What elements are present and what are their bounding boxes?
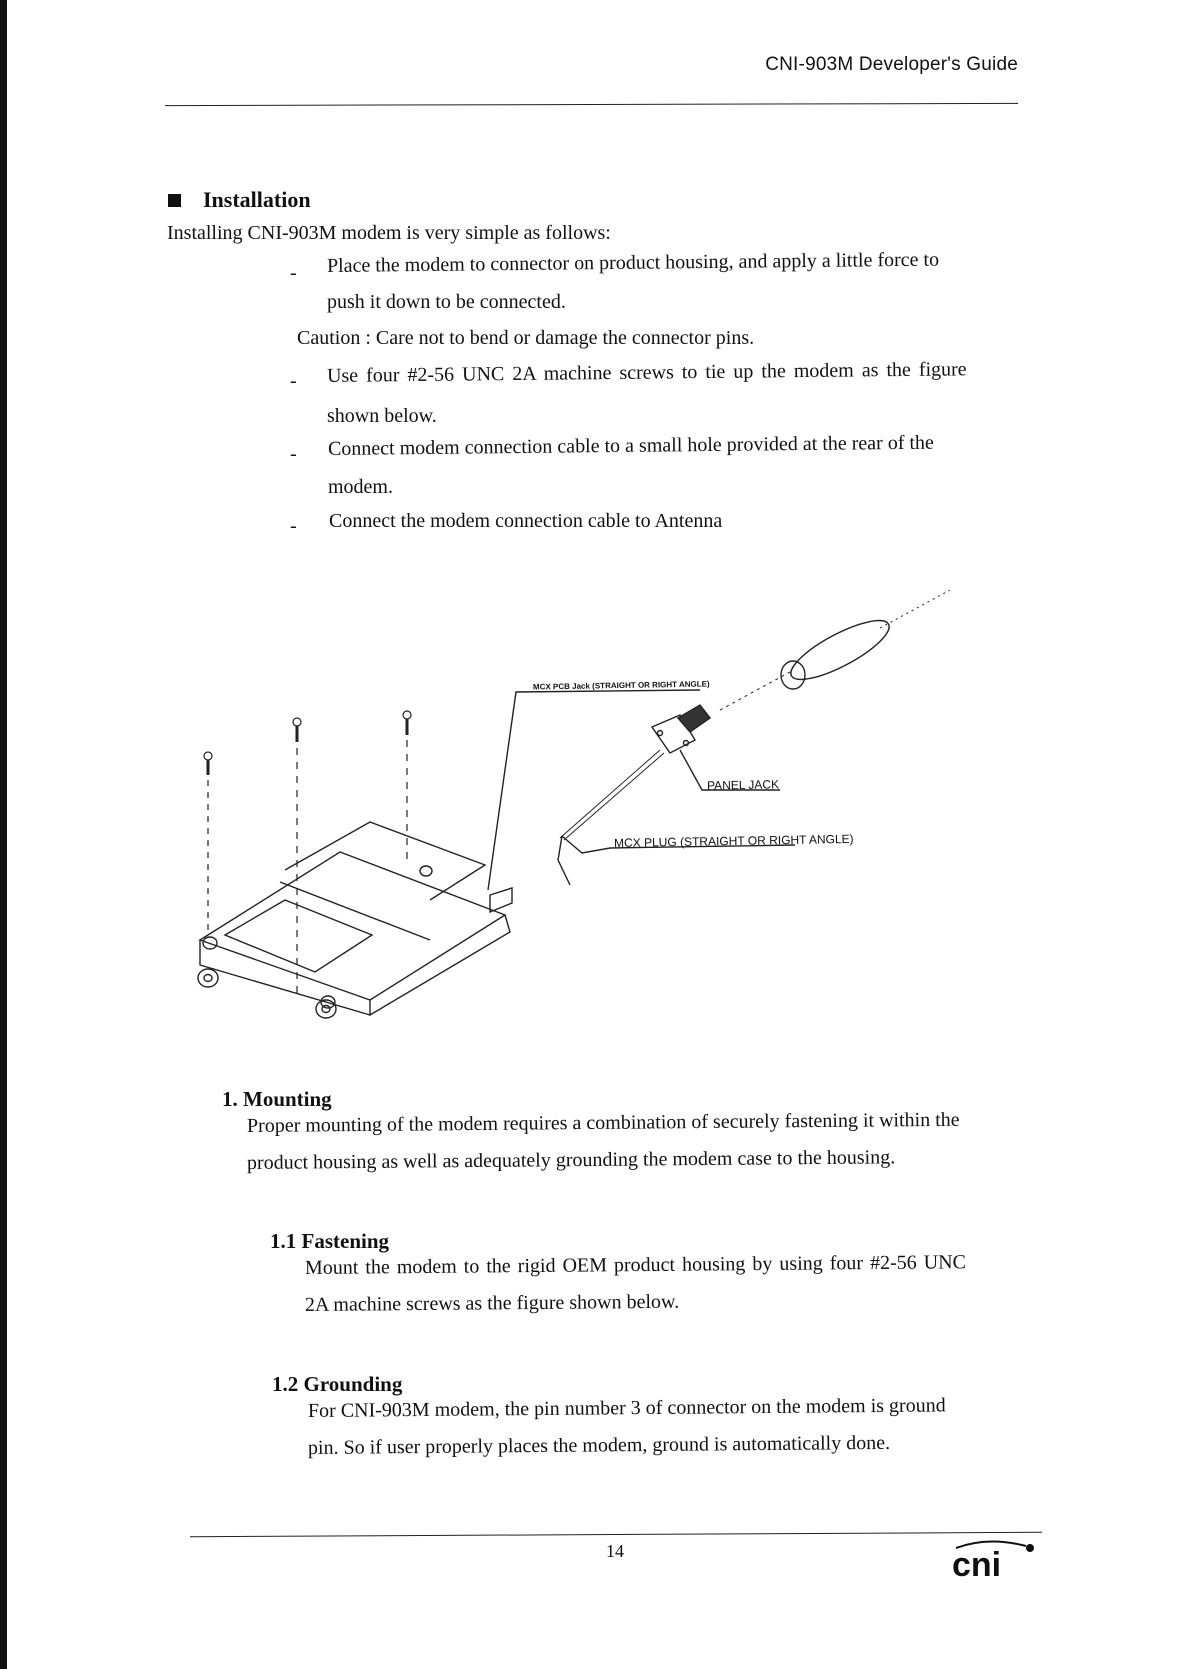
cni-logo	[948, 1532, 1038, 1587]
step-1-line2: push it down to be connected.	[327, 291, 566, 313]
caution-note: Caution : Care not to bend or damage the connector pins.	[297, 327, 755, 349]
step-3-line2: modem.	[328, 476, 393, 498]
step-bullet: -	[290, 370, 297, 392]
step-bullet: -	[290, 262, 297, 284]
label-panel-jack: PANEL JACK	[706, 777, 780, 793]
section-title-installation	[168, 187, 311, 213]
fastening-line1: Mount the modem to the rigid OEM product housing by using four #2-56 UNC	[304, 1251, 967, 1279]
page-number: 14	[606, 1541, 624, 1561]
installation-title: Installation	[203, 187, 311, 212]
step-2-line2: shown below.	[327, 405, 437, 427]
fastening-line2: 2A machine screws as the figure shown below.	[304, 1290, 680, 1316]
grounding-line2: pin. So if user properly places the modem, ground is automatically done.	[307, 1431, 891, 1459]
fastening-paragraph	[305, 1250, 1045, 1324]
heading-fastening: 1.1 Fastening	[270, 1229, 390, 1253]
step-2	[327, 358, 1037, 434]
step-2-line1: Use four #2-56 UNC 2A machine screws to tie up the modem as the figure	[326, 358, 967, 387]
logo-text: cni	[952, 1546, 1002, 1582]
grounding-paragraph	[308, 1393, 1048, 1467]
label-mcx-pcb-jack: MCX PCB Jack (STRAIGHT OR RIGHT ANGLE)	[532, 679, 710, 692]
step-3-line1: Connect modem connection cable to a small hole provided at the rear of the	[327, 431, 934, 460]
step-4	[329, 503, 1039, 539]
grounding-line1: For CNI-903M modem, the pin number 3 of connector on the modem is ground	[307, 1394, 946, 1422]
step-4-line1: Connect the modem connection cable to Antenna	[329, 510, 723, 532]
mounting-line2: product housing as well as adequately grounding the modem case to the housing.	[246, 1146, 896, 1174]
heading-grounding: 1.2 Grounding	[272, 1372, 403, 1396]
step-3	[328, 431, 1038, 505]
step-bullet: -	[290, 515, 297, 537]
step-1	[327, 248, 1037, 320]
heading-mounting: 1. Mounting	[222, 1087, 332, 1111]
square-bullet-icon	[168, 194, 181, 207]
installation-diagram	[190, 590, 1010, 1055]
cni-logo-icon	[948, 1532, 1038, 1582]
running-header: CNI-903M Developer's Guide	[765, 54, 1018, 75]
step-bullet: -	[290, 443, 297, 465]
installation-intro: Installing CNI-903M modem is very simple as follows:	[167, 222, 611, 244]
footer-rule	[190, 1532, 1042, 1537]
header-rule	[165, 103, 1018, 106]
page-edge-bar	[0, 0, 7, 1669]
step-1-line1: Place the modem to connector on product housing, and apply a little force to	[326, 248, 940, 277]
mounting-line1: Proper mounting of the modem requires a combination of securely fastening it within the	[246, 1108, 960, 1137]
mounting-paragraph	[247, 1108, 1047, 1182]
modem-diagram-svg	[190, 590, 1010, 1050]
label-mcx-plug: MCX PLUG (STRAIGHT OR RIGHT ANGLE)	[613, 831, 854, 851]
